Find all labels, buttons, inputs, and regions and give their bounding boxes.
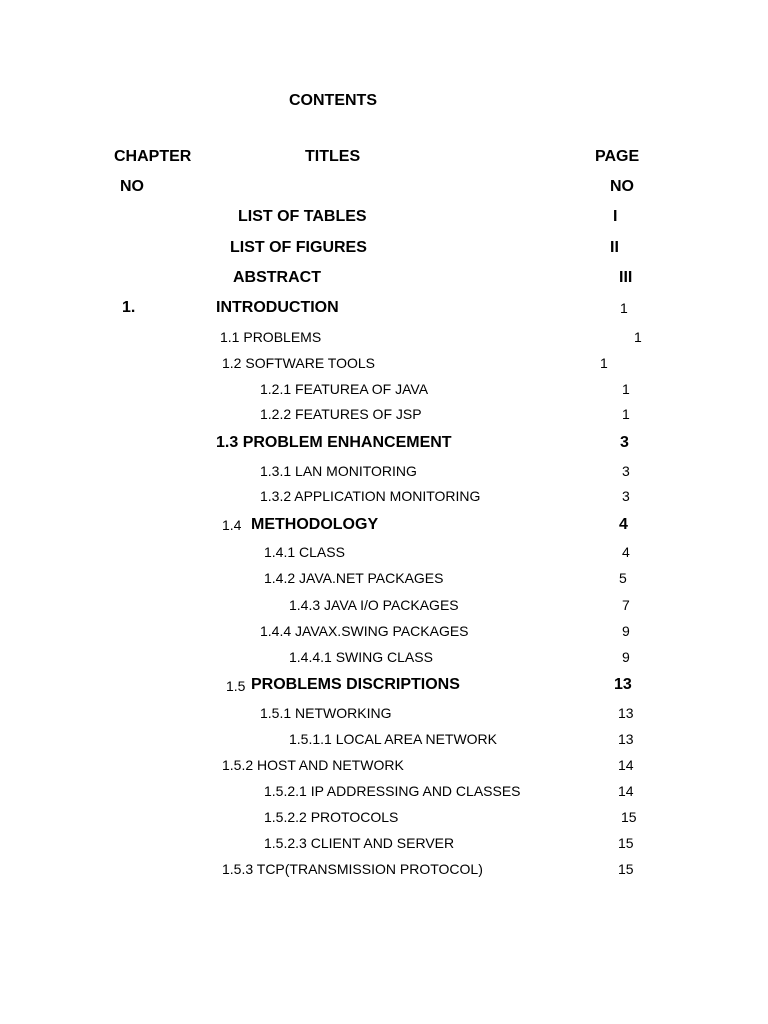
toc-entry-page: 4 — [619, 516, 628, 533]
header-page: PAGE — [595, 148, 640, 165]
toc-entry-title: INTRODUCTION — [216, 299, 339, 316]
toc-entry-title: 1.5.2 HOST AND NETWORK — [222, 757, 404, 773]
toc-entry-page: 1 — [622, 406, 630, 422]
toc-entry-page: I — [613, 208, 618, 225]
toc-entry-page: 1 — [622, 381, 630, 397]
header-titles: TITLES — [305, 148, 361, 165]
toc-entry-prefix: 1.5 — [226, 678, 246, 694]
toc-entry-title: LIST OF FIGURES — [230, 239, 367, 256]
header-chapter-no: NO — [120, 178, 144, 195]
toc-entry-page: 14 — [618, 783, 634, 799]
header-page-no: NO — [610, 178, 634, 195]
toc-entry-page: 1 — [634, 329, 642, 345]
toc-entry-page: 3 — [622, 463, 630, 479]
toc-entry-title: PROBLEMS DISCRIPTIONS — [251, 676, 460, 693]
toc-entry-page: II — [610, 239, 619, 256]
toc-entry-title: METHODOLOGY — [251, 516, 379, 533]
toc-entry-page: 15 — [621, 809, 637, 825]
toc-entry-title: 1.4.4 JAVAX.SWING PACKAGES — [260, 623, 469, 639]
toc-entry-chapter: 1. — [122, 299, 136, 316]
toc-entry-page: 4 — [622, 544, 630, 560]
toc-entry-page: 13 — [614, 676, 632, 693]
toc-entry-page: 9 — [622, 623, 630, 639]
toc-entry-title: 1.4.4.1 SWING CLASS — [289, 649, 433, 665]
toc-entry-title: ABSTRACT — [233, 269, 321, 286]
header-chapter: CHAPTER — [114, 148, 192, 165]
toc-entry-title: 1.2.2 FEATURES OF JSP — [260, 406, 422, 422]
toc-entry-title: LIST OF TABLES — [238, 208, 367, 225]
toc-entry-title: 1.4.2 JAVA.NET PACKAGES — [264, 570, 444, 586]
toc-entry-title: 1.5.2.2 PROTOCOLS — [264, 809, 399, 825]
toc-entry-title: 1.2.1 FEATUREA OF JAVA — [260, 381, 429, 397]
toc-entry-title: 1.2 SOFTWARE TOOLS — [222, 355, 376, 371]
toc-entry-page: 9 — [622, 649, 630, 665]
toc-entry-title: 1.4.1 CLASS — [264, 544, 345, 560]
toc-entry-title: 1.5.1.1 LOCAL AREA NETWORK — [289, 731, 498, 747]
toc-entry-page: III — [619, 269, 633, 286]
toc-entry-title: 1.5.3 TCP(TRANSMISSION PROTOCOL) — [222, 861, 483, 877]
toc-entry-title: 1.3 PROBLEM ENHANCEMENT — [216, 434, 452, 451]
toc-entry-prefix: 1.4 — [222, 517, 242, 533]
toc-entry-page: 5 — [619, 570, 627, 586]
toc-entry-page: 15 — [618, 835, 634, 851]
toc-entry-page: 1 — [600, 355, 608, 371]
toc-entry-title: 1.4.3 JAVA I/O PACKAGES — [289, 597, 459, 613]
toc-entry-page: 1 — [620, 300, 628, 316]
toc-entry-title: 1.1 PROBLEMS — [220, 329, 322, 345]
toc-entry-page: 14 — [618, 757, 634, 773]
toc-entry-title: 1.3.2 APPLICATION MONITORING — [260, 488, 481, 504]
toc-entry-page: 13 — [618, 705, 634, 721]
toc-entry-page: 15 — [618, 861, 634, 877]
toc-entry-page: 7 — [622, 597, 630, 613]
toc-entry-page: 3 — [620, 434, 629, 451]
toc-entry-page: 13 — [618, 731, 634, 747]
toc-entry-title: 1.5.2.3 CLIENT AND SERVER — [264, 835, 455, 851]
toc-entry-title: 1.5.1 NETWORKING — [260, 705, 392, 721]
toc-entry-title: 1.5.2.1 IP ADDRESSING AND CLASSES — [264, 783, 521, 799]
toc-entry-title: 1.3.1 LAN MONITORING — [260, 463, 417, 479]
toc-entry-page: 3 — [622, 488, 630, 504]
page-title: CONTENTS — [289, 92, 377, 109]
